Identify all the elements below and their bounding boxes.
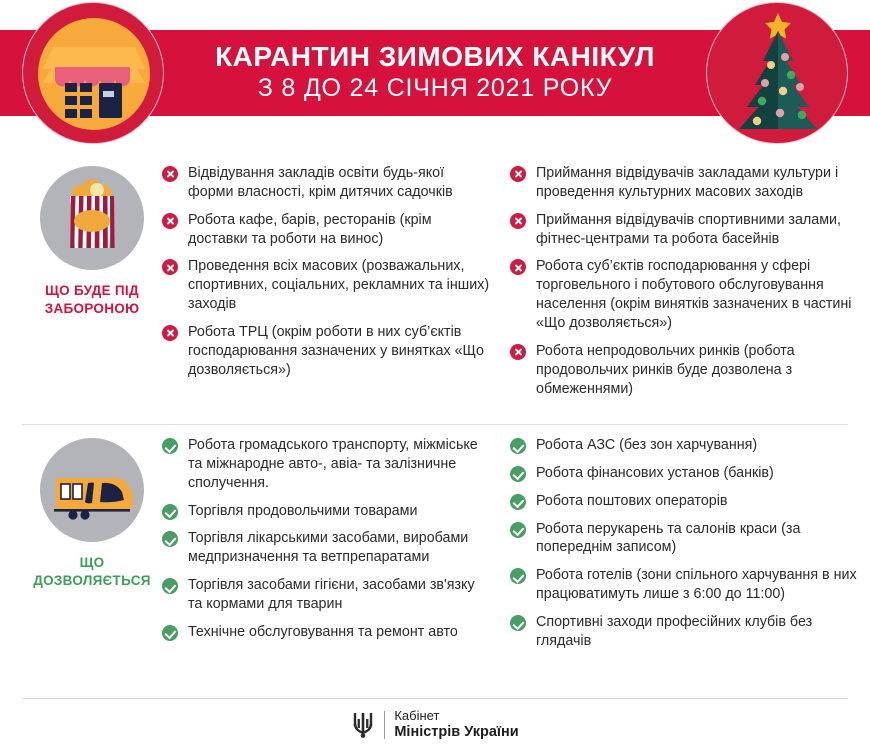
cross-circle-icon	[510, 166, 526, 182]
list-item	[162, 502, 492, 521]
list-item	[510, 520, 860, 558]
footer-line-1: Кабінет	[394, 708, 440, 723]
list-item-text: Відвідування закладів освіти будь-якої форми власності, крім дитячих садочків	[188, 165, 453, 200]
cross-circle-icon	[162, 213, 178, 229]
list-item-text: Робота АЗС (без зон харчування)	[536, 437, 758, 453]
christmas-tree-icon	[707, 3, 848, 144]
list-item-text: Робота фінансових установ (банків)	[536, 464, 774, 481]
allowed-label-line2: ДОЗВОЛЯЄТЬСЯ	[33, 572, 151, 588]
list-item	[510, 566, 860, 604]
check-circle-icon	[162, 531, 178, 547]
header-left-circle	[22, 2, 164, 144]
list-item	[510, 492, 860, 511]
banned-columns	[162, 160, 870, 414]
list-item-text: Технічне обслуговування та ремонт авто	[188, 623, 458, 640]
list-item	[162, 576, 492, 614]
cross-circle-icon	[162, 166, 178, 182]
list-item	[162, 623, 492, 642]
shop-icon	[23, 3, 164, 144]
footer	[0, 698, 870, 751]
check-circle-icon	[162, 578, 178, 594]
cross-circle-icon	[510, 259, 526, 275]
list-item-text: Торгівля продовольчими товарами	[188, 502, 418, 519]
check-circle-icon	[510, 568, 526, 584]
list-item	[162, 211, 492, 249]
list-item	[510, 342, 860, 399]
check-circle-icon	[510, 522, 526, 538]
allowed-badge-label	[33, 554, 151, 589]
list-item-text: Приймання відвідувачів спортивними залами, фітнес-центрами та робота басейнів	[536, 211, 841, 247]
section-banned	[0, 160, 870, 414]
allowed-list-right	[510, 436, 860, 651]
page-title: КАРАНТИН ЗИМОВИХ КАНІКУЛ	[215, 40, 655, 72]
list-item-text: Робота готелів (зони спільного харчування в них працюватимуть лише з 6:00 до 11:00)	[536, 567, 857, 603]
allowed-badge-circle	[40, 438, 144, 542]
list-item	[510, 613, 860, 651]
header-right-circle	[706, 2, 848, 144]
banned-label-line1: ЩО БУДЕ ПІД	[45, 283, 139, 298]
banned-badge-label	[45, 282, 140, 317]
check-circle-icon	[162, 438, 178, 454]
list-item-text: Приймання відвідувачів закладами культури і проведення культурних масових заходів	[536, 165, 839, 200]
cross-circle-icon	[510, 213, 526, 229]
list-item-text: Торгівля лікарськими засобами, виробами медпризначення та ветпрепаратами	[188, 530, 469, 566]
section-allowed	[0, 432, 870, 682]
list-item	[510, 257, 860, 332]
allowed-column-left	[162, 436, 492, 682]
list-item-text: Спортивні заходи професійних клубів без глядачів	[536, 614, 813, 649]
banned-badge-circle	[40, 166, 144, 270]
list-item-text: Робота кафе, барів, ресторанів (крім доставки та роботи на винос)	[188, 211, 432, 247]
tram-icon	[40, 438, 144, 542]
list-item	[162, 529, 492, 567]
allowed-column-right	[510, 436, 860, 682]
list-item-text: Робота громадського транспорту, міжміське та міжнародне авто-, авіа- та залізничне сполучення.	[188, 437, 478, 491]
list-item-text: Торгівля засобами гігієни, засобами зв'язку та кормами для тварин	[188, 577, 475, 613]
allowed-label-line1: ЩО	[79, 555, 105, 570]
check-circle-icon	[510, 615, 526, 631]
list-item	[510, 164, 860, 202]
popcorn-icon	[40, 166, 144, 270]
footer-separator	[384, 711, 385, 739]
list-item-text: Робота непродовольчих ринків (робота продовольчих ринків буде дозволена з обмеженнями)	[536, 342, 795, 397]
allowed-columns	[162, 432, 870, 682]
cross-circle-icon	[162, 325, 178, 341]
list-item-text: Робота поштових операторів	[536, 492, 728, 509]
list-item	[510, 436, 860, 455]
banned-column-right	[510, 164, 860, 414]
banned-list-right	[510, 164, 860, 398]
list-item-text: Робота ТРЦ (окрім роботи в них суб’єктів господарювання зазначених у винятках «Що дозволяється»)	[188, 324, 484, 378]
check-circle-icon	[510, 494, 526, 510]
section-divider	[22, 424, 848, 425]
list-item	[162, 164, 492, 202]
page-subtitle: З 8 ДО 24 СІЧНЯ 2021 РОКУ	[257, 73, 613, 102]
list-item	[162, 257, 492, 314]
list-item-text: Робота суб’єктів господарювання у сфері торговельного і побутового обслуговування населення (окрім винятків зазначених в частині «Що дозволяється»)	[536, 258, 852, 332]
list-item	[510, 211, 860, 249]
allowed-badge	[22, 432, 162, 682]
banned-list-left	[162, 164, 492, 380]
list-item-text: Проведення всіх масових (розважальних, спортивних, соціальних, рекламних та інших) заходів	[188, 258, 490, 313]
banned-label-line2: ЗАБОРОНОЮ	[44, 300, 140, 316]
cross-circle-icon	[162, 259, 178, 275]
list-item-text: Робота перукарень та салонів краси (за попереднім записом)	[536, 520, 801, 556]
header-banner	[0, 0, 870, 148]
check-circle-icon	[510, 438, 526, 454]
allowed-list-left	[162, 436, 492, 642]
list-item	[162, 323, 492, 380]
footer-line-2: Міністрів України	[394, 723, 519, 740]
header-text-block	[170, 30, 700, 116]
check-circle-icon	[162, 504, 178, 520]
footer-text	[394, 708, 518, 741]
ukraine-trident-emblem	[351, 710, 375, 740]
check-circle-icon	[162, 625, 178, 641]
banned-column-left	[162, 164, 492, 414]
check-circle-icon	[510, 466, 526, 482]
list-item	[162, 436, 492, 493]
list-item	[510, 464, 860, 483]
cross-circle-icon	[510, 344, 526, 360]
banned-badge	[22, 160, 162, 414]
